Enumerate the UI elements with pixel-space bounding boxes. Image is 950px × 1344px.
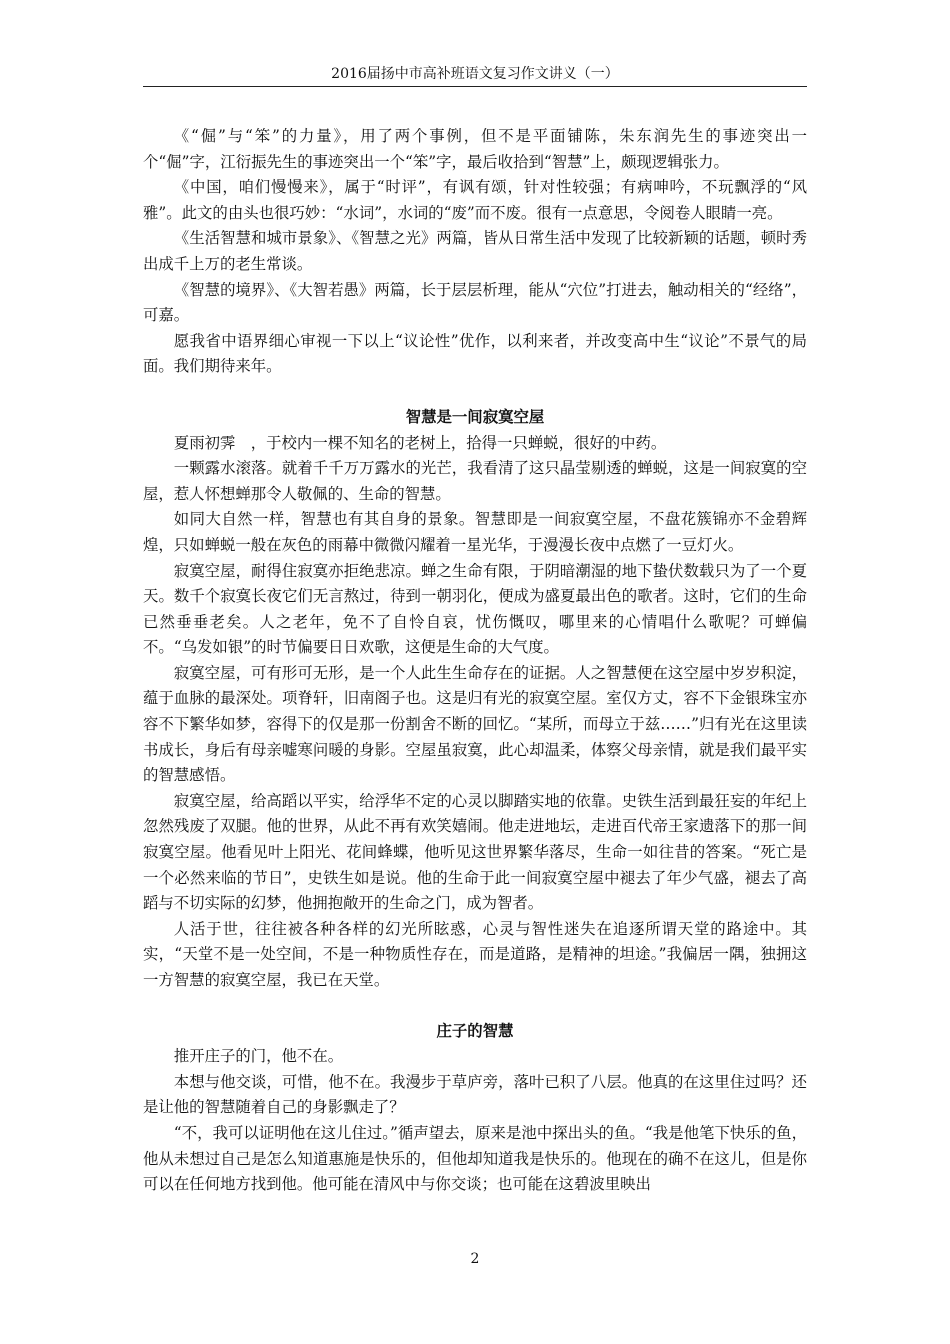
intro-paragraph: 《“倔”与“笨”的力量》，用了两个事例，但不是平面铺陈，朱东润先生的事迹突出一个“倔”字，江衍振先生的事迹突出一个“笨”字，最后收拾到“智慧”上，颇现逻辑张力。 bbox=[143, 127, 807, 171]
essay-title: 智慧是一间寂寞空屋 bbox=[405, 407, 545, 426]
document-body bbox=[143, 124, 807, 1198]
page-header: 2016届扬中市高补班语文复习作文讲义（一） bbox=[331, 66, 619, 82]
section-spacer bbox=[143, 380, 807, 405]
essay-paragraph: 人活于世，往往被各种各样的幻光所眩惑，心灵与智性迷失在追逐所谓天堂的路途中。其实，“天堂不是一处空间，不是一种物质性存在，而是道路，是精神的坦途。”我偏居一隅，独拥这一方智慧的寂寞空屋，我已在天堂。 bbox=[143, 919, 807, 989]
intro-paragraph: 愿我省中语界细心审视一下以上“议论性”优作，以利来者，并改变高中生“议论”不景气的局面。我们期待来年。 bbox=[143, 331, 807, 376]
essay-paragraph: 如同大自然一样，智慧也有其自身的景象。智慧即是一间寂寞空屋，不盘花簇锦亦不金碧辉煌，只如蝉蜕一般在灰色的雨幕中微微闪耀着一星光华，于漫漫长夜中点燃了一豆灯火。 bbox=[143, 510, 807, 554]
header-rule bbox=[143, 86, 807, 87]
essay-paragraph: 寂寞空屋，耐得住寂寞亦拒绝悲凉。蝉之生命有限，于阴暗潮湿的地下蛰伏数载只为了一个夏天。数千个寂寞长夜它们无言熬过，待到一朝羽化，便成为盛夏最出色的歌者。这时，它们的生命已然垂垂老矣。人之老年，免不了自怜自哀，忧伤慨叹，哪里来的心情唱什么歌呢？可蝉偏不。“乌发如银”的时节偏要日日欢歌，这便是生命的大气度。 bbox=[143, 561, 807, 657]
intro-paragraph: 《中国，咱们慢慢来》，属于“时评”，有讽有颂，针对性较强；有病呻吟，不玩飘浮的“风雅”。此文的由头也很巧妙：“水词”，水词的“废”而不废。很有一点意思，令阅卷人眼睛一亮。 bbox=[143, 178, 807, 222]
essay-title: 庄子的智慧 bbox=[436, 1021, 514, 1040]
essay-paragraph: 寂寞空屋，可有形可无形，是一个人此生生命存在的证据。人之智慧便在这空屋中岁岁积淀，蕴于血脉的最深处。项脊轩，旧南阁子也。这是归有光的寂寞空屋。室仅方丈，容不下金银珠宝亦容不下繁华如梦，容得下的仅是那一份割舍不断的回忆。“某所，而母立于兹……”归有光在这里读书成长，身后有母亲嘘寒问暖的身影。空屋虽寂寞，此心却温柔，体察父母亲情，就是我们最平实的智慧感悟。 bbox=[143, 663, 807, 785]
intro-paragraph: 《智慧的境界》、《大智若愚》两篇，长于层层析理，能从“穴位”打进去，触动相关的“经络”，可嘉。 bbox=[143, 280, 807, 325]
essay-paragraph: 一颗露水滚落。就着千千万万露水的光芒，我看清了这只晶莹剔透的蝉蜕，这是一间寂寞的空屋，惹人怀想蝉那令人敬佩的、生命的智慧。 bbox=[143, 459, 807, 503]
page-number: 2 bbox=[470, 1251, 480, 1267]
section-spacer bbox=[143, 994, 807, 1019]
intro-paragraph: 《生活智慧和城市景象》、《智慧之光》两篇，皆从日常生活中发现了比较新颖的话题，顿时秀出成千上万的老生常谈。 bbox=[143, 229, 807, 273]
essay-paragraph: 夏雨初霁 ，于校内一棵不知名的老树上，拾得一只蝉蜕，很好的中药。 bbox=[173, 433, 667, 452]
essay-paragraph: 寂寞空屋，给高蹈以平实，给浮华不定的心灵以脚踏实地的依靠。史铁生活到最狂妄的年纪上忽然残废了双腿。他的世界，从此不再有欢笑嬉闹。他走进地坛，走进百代帝王家遗落下的那一间寂寞空屋。他看见叶上阳光、花间蜂蝶，他听见这世界繁华落尽，生命一如往昔的答案。“死亡是一个必然来临的节日”，史铁生如是说。他的生命于此一间寂寞空屋中褪去了年少气盛，褪去了高蹈与不切实际的幻梦，他拥抱敞开的生命之门，成为智者。 bbox=[143, 791, 807, 913]
essay-paragraph: 推开庄子的门，他不在。 bbox=[173, 1047, 344, 1066]
essay-paragraph: 本想与他交谈，可惜，他不在。我漫步于草庐旁，落叶已积了八层。他真的在这里住过吗？还是让他的智慧随着自己的身影飘走了？ bbox=[143, 1072, 807, 1117]
essay-paragraph: “不，我可以证明他在这儿住过。”循声望去，原来是池中探出头的鱼。“我是他笔下快乐的鱼，他从未想过自己是怎么知道惠施是快乐的，但他却知道我是快乐的。他现在的确不在这儿，但是你可以在任何地方找到他。他可能在清风中与你交谈；也可能在这碧波里映出 bbox=[143, 1123, 807, 1194]
